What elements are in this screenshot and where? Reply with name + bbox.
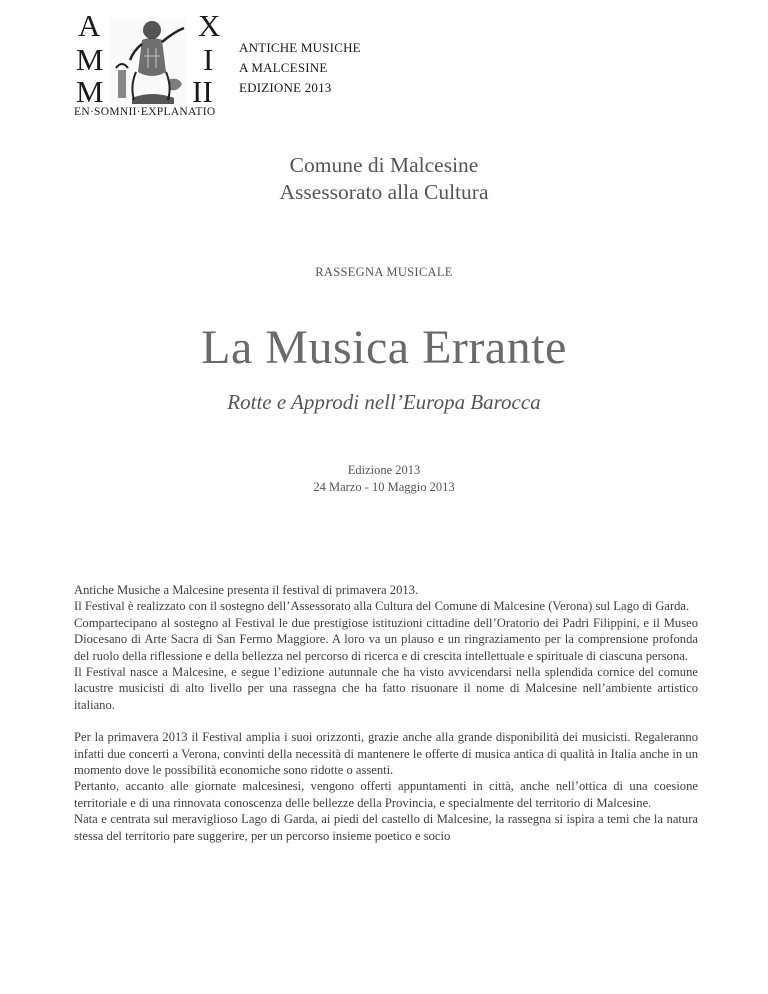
festival-logo xyxy=(72,8,402,120)
logo-title xyxy=(239,38,361,98)
logo-motto: EN·SOMNII·EXPLANATIO xyxy=(74,106,216,118)
paragraph: Il Festival nasce a Malcesine, e segue l’edizione autunnale che ha visto avvicendarsi nella splendida cornice del comune lacustre musicisti di alto livello per una rassegna che ha fatto risuonare il nome di Malcesine nell’ambiente artistico italiano. xyxy=(74,665,698,712)
paragraph: Pertanto, accanto alle giornate malcesinesi, vengono offerti appuntamenti in città, anche nell’ottica di una coesione territoriale e di una rinnovata conoscenza delle bellezze della Provincia, e specialmente del territorio di Malcesine. xyxy=(74,779,698,810)
body-text xyxy=(74,582,698,844)
logo-letter: M xyxy=(76,42,104,77)
paragraph: Antiche Musiche a Malcesine presenta il festival di primavera 2013. xyxy=(74,583,419,597)
organization-heading xyxy=(0,152,768,206)
edition-info xyxy=(0,462,768,496)
paragraph: Per la primavera 2013 il Festival amplia i suoi orizzonti, grazie anche alla grande disponibilità dei musicisti. Regaleranno infatti due concerti a Verona, convinti della necessità di mantenere le offerte di musica antica di qualità in Italia anche in un momento dove le possibilità economiche sono ridotte o assenti. xyxy=(74,730,698,778)
logo-letter: M xyxy=(76,74,104,109)
allegorical-figure-icon xyxy=(108,10,188,106)
logo-letter: X xyxy=(198,8,221,43)
logo-line: ANTICHE MUSICHE xyxy=(239,40,361,55)
page-title: La Musica Errante xyxy=(201,321,567,374)
paragraph: Il Festival è realizzato con il sostegno dell’Assessorato alla Cultura del Comune di Malcesine (Verona) sul Lago di Garda. xyxy=(74,599,690,614)
department-name: Assessorato alla Cultura xyxy=(279,180,489,204)
paragraph: Nata e centrata sul meraviglioso Lago di Garda, ai piedi del castello di Malcesine, la rassegna si ispira a temi che la natura stessa del territorio pare suggerire, per un percorso insieme poetico e socio xyxy=(74,812,698,843)
page-subtitle: Rotte e Approdi nell’Europa Barocca xyxy=(227,390,541,414)
paragraph-spacer xyxy=(74,713,698,729)
edition-label: Edizione 2013 xyxy=(347,463,421,477)
logo-letter: I xyxy=(203,42,214,77)
paragraph: Compartecipano al sostegno al Festival le due prestigiose istituzioni cittadine dell’Oratorio dei Padri Filippini, e il Museo Diocesano di Arte Sacra di San Fermo Maggiore. A loro va un plauso e un ringraziamento per la comprensione profonda del ruolo della riflessione e della bellezza nel percorso di ricerca e di crescita intellettuale e spirituale di ciascuna persona. xyxy=(74,615,698,663)
logo-letter: II xyxy=(192,74,213,109)
edition-dates: 24 Marzo - 10 Maggio 2013 xyxy=(313,480,455,494)
logo-letter: A xyxy=(78,8,101,43)
logo-line: A MALCESINE xyxy=(239,60,328,75)
logo-line: EDIZIONE 2013 xyxy=(239,80,332,95)
category-label: RASSEGNA MUSICALE xyxy=(315,265,453,279)
municipality-name: Comune di Malcesine xyxy=(289,153,479,177)
